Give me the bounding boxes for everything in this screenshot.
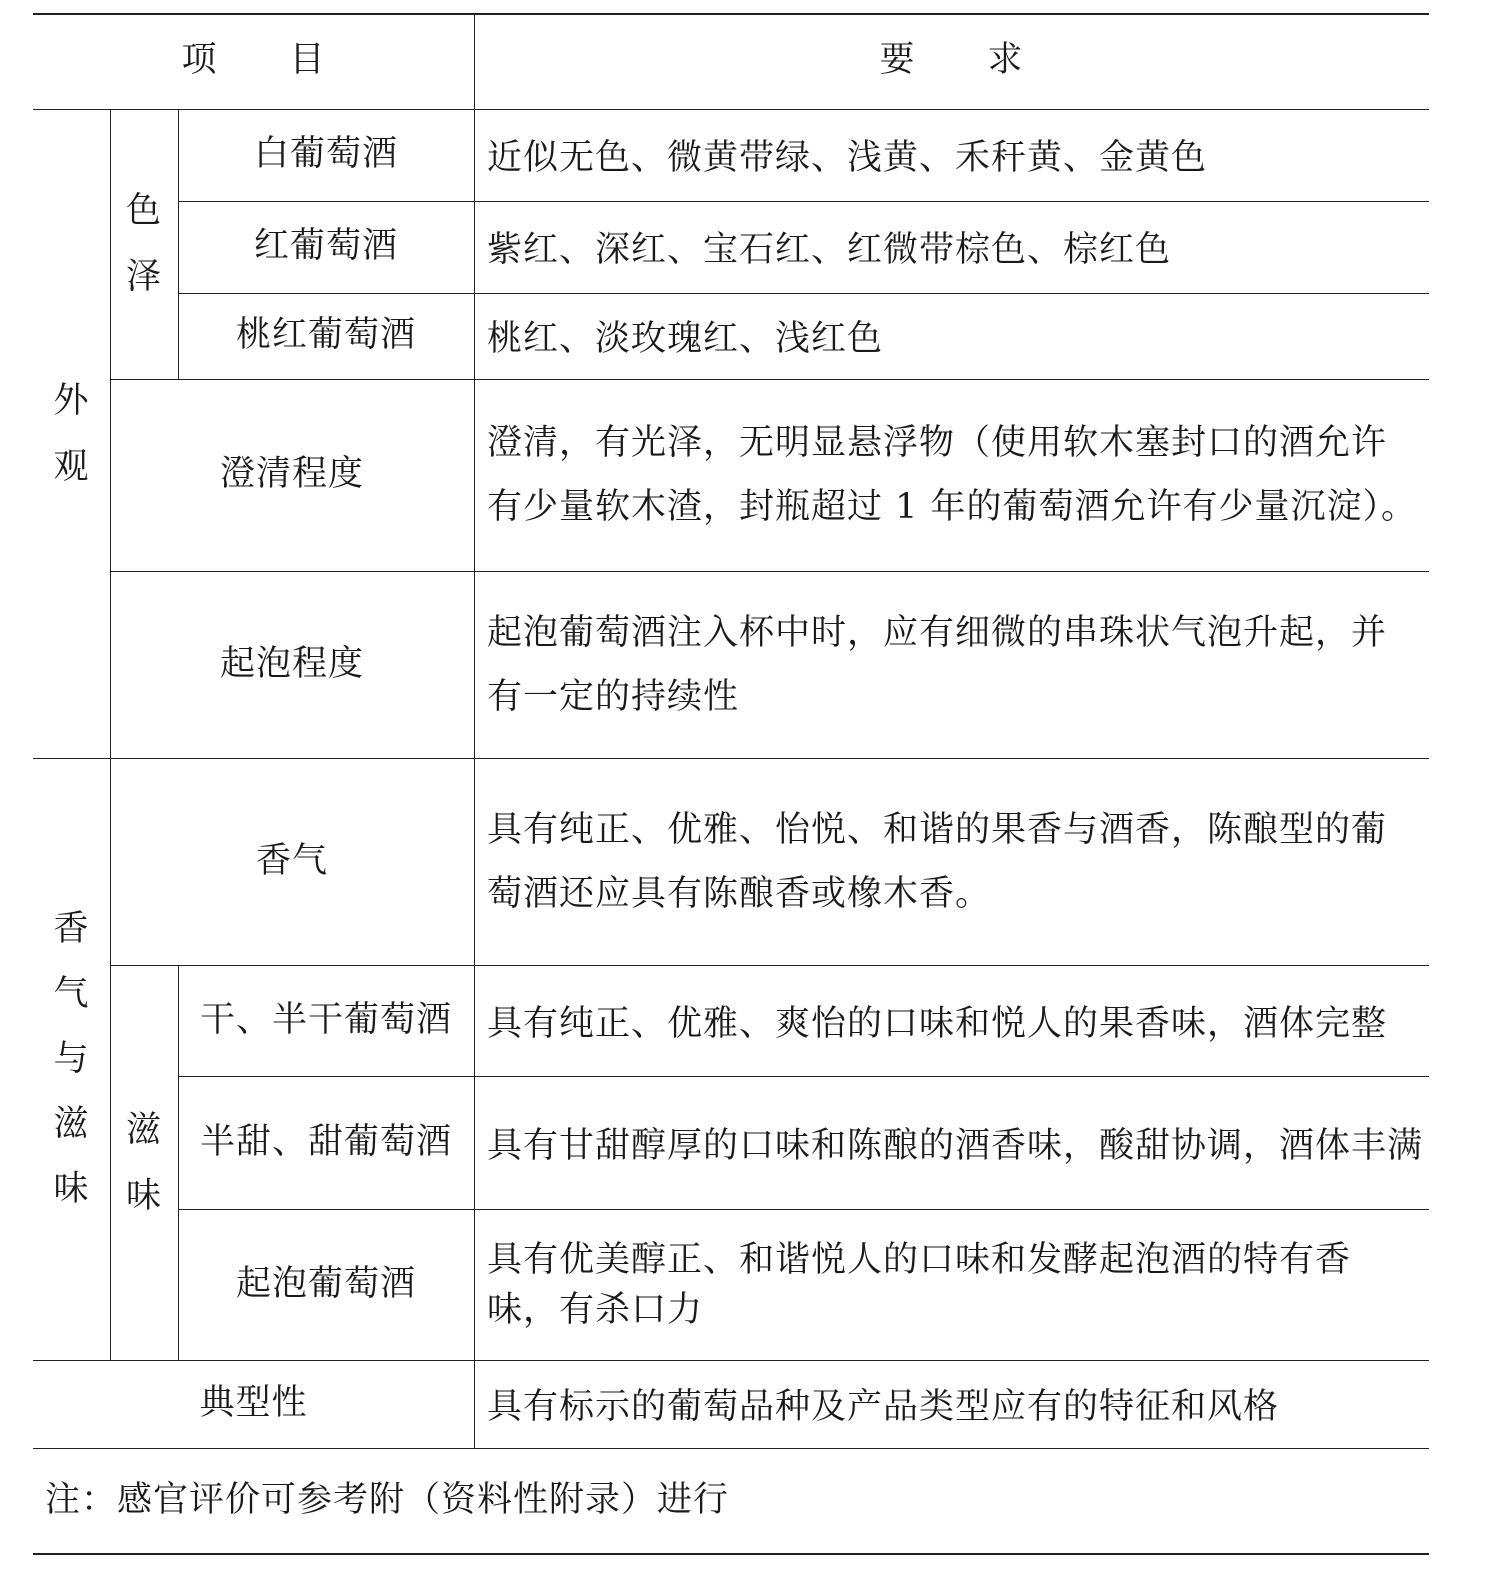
- table-footnote: 注：感官评价可参考附（资料性附录）进行: [45, 1480, 730, 1520]
- req-white-wine-text: 近似无色、微黄带绿、浅黄、禾秆黄、金黄色: [487, 138, 1208, 178]
- label-clarity: 澄清程度: [219, 454, 364, 495]
- req-clarity-line1: 澄清，有光泽，无明显悬浮物（使用软木塞封口的酒允许: [487, 423, 1388, 463]
- req-aroma-line1: 具有纯正、优雅、怡悦、和谐的果香与酒香，陈酿型的葡: [487, 809, 1388, 850]
- label-white-wine: 白葡萄酒: [253, 134, 398, 175]
- req-dry-wine-text: 具有纯正、优雅、爽怡的口味和悦人的果香味，酒体完整: [487, 1003, 1388, 1044]
- label-rose-wine: 桃红葡萄酒: [235, 315, 416, 356]
- group-aroma-taste-label: 香气与滋味: [53, 908, 90, 1209]
- req-rose-wine: [487, 293, 1427, 379]
- req-sparkling-wine: [487, 1209, 1427, 1360]
- req-dry-wine: [487, 965, 1427, 1076]
- req-foaming: [487, 571, 1427, 758]
- label-sparkling-wine: 起泡葡萄酒: [235, 1263, 416, 1304]
- req-white-wine: [487, 109, 1427, 201]
- req-typicality-text: 具有标示的葡萄品种及产品类型应有的特征和风格: [487, 1387, 1280, 1427]
- req-typicality: [487, 1360, 1427, 1448]
- req-sparkling-wine-line1: 具有优美醇正、和谐悦人的口味和发酵起泡酒的特有香: [487, 1239, 1352, 1280]
- label-typicality: 典型性: [199, 1383, 308, 1424]
- req-red-wine: [487, 201, 1427, 293]
- group-appearance-label: 外观: [53, 380, 90, 487]
- label-foaming: 起泡程度: [219, 643, 364, 684]
- rule-typicality: [33, 1448, 1429, 1449]
- req-sweet-wine: [487, 1076, 1427, 1209]
- req-aroma-line2: 萄酒还应具有陈酿香或橡木香。: [487, 873, 992, 914]
- req-sweet-wine-text: 具有甘甜醇厚的口味和陈酿的酒香味，酸甜协调，酒体丰满: [487, 1125, 1424, 1166]
- header-requirement: 要 求: [879, 40, 1024, 81]
- req-foaming-line2: 有一定的持续性: [487, 676, 740, 717]
- group-color: [110, 109, 178, 379]
- req-foaming-line1: 起泡葡萄酒注入杯中时，应有细微的串珠状气泡升起，并: [487, 612, 1388, 653]
- header-item: 项 目: [181, 40, 326, 81]
- req-rose-wine-text: 桃红、淡玫瑰红、浅红色: [487, 319, 884, 359]
- table-bottom-rule: [33, 1553, 1429, 1555]
- req-clarity-line2: 有少量软木渣，封瓶超过 1 年的葡萄酒允许有少量沉淀）。: [487, 487, 1418, 527]
- group-taste: [110, 965, 178, 1360]
- label-red-wine: 红葡萄酒: [253, 226, 398, 267]
- main-column-divider: [474, 13, 475, 1448]
- group-appearance: [33, 109, 110, 758]
- req-sparkling-wine-line2: 味，有杀口力: [487, 1289, 704, 1330]
- group-taste-label: 滋味: [125, 1109, 162, 1216]
- req-red-wine-text: 紫红、深红、宝石红、红微带棕色、棕红色: [487, 230, 1172, 270]
- label-sweet-wine: 半甜、甜葡萄酒: [199, 1121, 452, 1162]
- label-dry-wine: 干、半干葡萄酒: [199, 999, 452, 1040]
- group-color-label: 色泽: [125, 191, 162, 297]
- req-aroma: [487, 758, 1427, 965]
- group-aroma-taste: [33, 758, 110, 1360]
- label-aroma: 香气: [255, 840, 328, 881]
- req-clarity: [487, 379, 1427, 571]
